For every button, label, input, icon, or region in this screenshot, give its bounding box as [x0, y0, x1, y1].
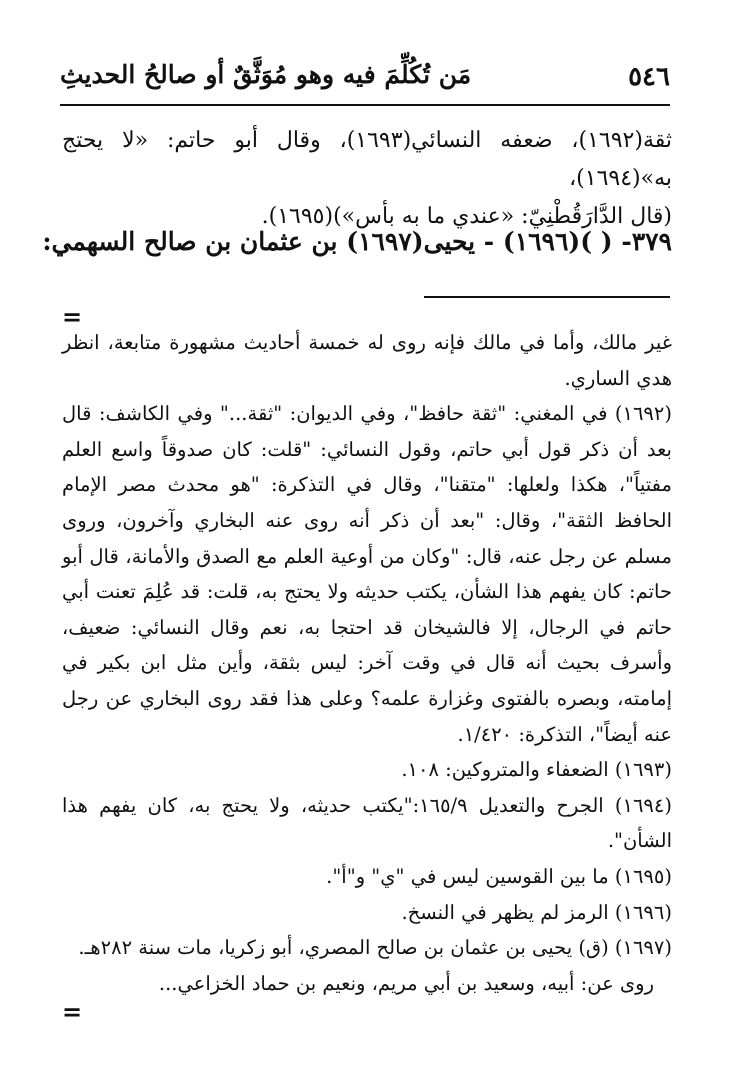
footnote: غير مالك، وأما في مالك فإنه روى له خمسة أحاديث مشهورة متابعة، انظر هدي الساري. — [62, 331, 672, 390]
continuation-mark-bottom: = — [62, 997, 83, 1026]
footnote-separator — [424, 296, 670, 298]
entry-heading: ٣٧٩- ( )(١٦٩٦) - يحيى(١٦٩٧) بن عثمان بن صالح السهمي: — [42, 227, 672, 256]
footnote: روى عن: أبيه، وسعيد بن أبي مريم، ونعيم بن حماد الخزاعي... — [158, 971, 654, 995]
header-rule — [60, 104, 670, 106]
running-title: مَن تُكُلِّمَ فيه وهو مُوَثَّقٌ أو صالحُ الحديثِ — [60, 60, 472, 89]
footnote: (١٦٩٤) الجرح والتعديل ١٦٥/٩:"يكتب حديثه، ولا يحتج به، كان يفهم هذا الشأن". — [62, 793, 672, 853]
continuation-mark-top: = — [62, 302, 83, 331]
footnotes-block — [62, 325, 672, 1001]
page-header — [60, 58, 670, 98]
footnote: (١٦٩٥) ما بين القوسين ليس في "ي" و"أ". — [326, 864, 672, 888]
body-line: (قال الدَّارَقُطْنِيّ: «عندي ما به بأس»)(١٦٩٥). — [261, 204, 672, 229]
page-number: ٥٤٦ — [628, 62, 670, 92]
body-text-block — [62, 122, 672, 236]
footnote: (١٦٩٧) (ق) يحيى بن عثمان بن صالح المصري، أبو زكريا، مات سنة ٢٨٢هـ. — [78, 936, 672, 960]
footnote: (١٦٩٣) الضعفاء والمتروكين: ١٠٨. — [401, 758, 672, 782]
footnote: (١٦٩٦) الرمز لم يظهر في النسخ. — [401, 900, 672, 924]
footnote: (١٦٩٢) في المغني: "ثقة حافظ"، وفي الديوان: "ثقة..." وفي الكاشف: قال بعد أن ذكر قول أبي حاتم، وقول النسائي: "قلت: كان صدوقاً واسع العلم مفتياً"، هكذا ولعلها: "متقنا"، وقال في التذكرة: "هو محدث مصر الإمام الحافظ الثقة"، وقال: "بعد أن ذكر أنه روى عنه البخاري وآخرون، وروى مسلم عن رجل عنه، قال: "وكان من أوعية العلم مع الصدق والأمانة، قال أبو حاتم: كان يفهم هذا الشأن، يكتب حديثه ولا يحتج به، قلت: قد عُلِمَ تعنت أبي حاتم في الرجال، إلا فالشيخان قد احتجا به، نعم وقال النسائي: ضعيف، وأسرف بحيث أنه قال في وقت آخر: ليس بثقة، وأين مثل ابن بكير في إمامته، وبصره بالفتوى وغزارة علمه؟ وعلى هذا فقد روى البخاري عن رجل عنه أيضاً"، التذكرة: ١/٤٢٠. — [62, 402, 672, 746]
body-line: ثقة(١٦٩٢)، ضعفه النسائي(١٦٩٣)، وقال أبو حاتم: «لا يحتج به»(١٦٩٤)، — [62, 128, 673, 191]
